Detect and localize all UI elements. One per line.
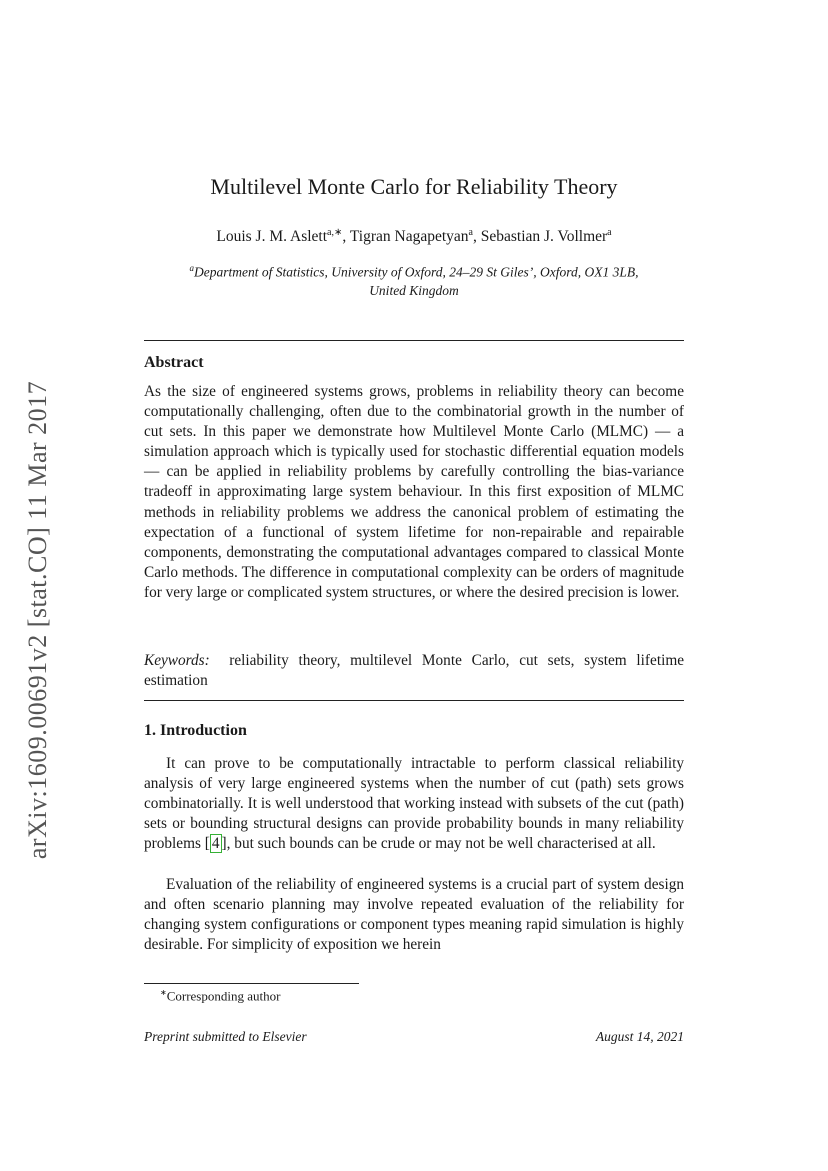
- introduction-paragraph-1: It can prove to be computationally intractable to perform classical reliability analysis of very large engineered systems when the number of cut (path) sets grows combinatorially. It is well understood that working instead with subsets of the cut (path) sets or bounding structural designs can provide probability bounds in many reliability problems [ 4 ], but such bounds can be crude or may not be well characterised at all.: [144, 755, 684, 853]
- author-affiliation-mark: a,∗: [327, 227, 343, 238]
- author-name: Louis J. M. Aslett: [216, 228, 328, 246]
- author-name: Tigran Nagapetyan: [349, 228, 469, 246]
- footnote-rule: [144, 983, 359, 984]
- affiliation-line-1: Department of Statistics, University of Oxford, 24–29 St Giles’, Oxford, OX1 3LB,: [194, 264, 639, 280]
- footnote: [160, 988, 280, 1004]
- author-list: Louis J. M. Aslett$^{a,∗}$, Tigran Nagapetyan$^a$, Sebastian J. Vollmer$^a$: [216, 227, 612, 246]
- paragraph-text: It can prove to be computationally intractable to perform classical reliability analysis of very large engineered systems when the number of cut (path) sets grows combinatorially. It is well understood that working instead with subsets of the cut (path) sets or bounding structural designs can provide probability bounds in many reliability problems: [144, 755, 684, 853]
- paper-title: Multilevel Monte Carlo for Reliability Theory: [210, 174, 618, 199]
- keywords-label: Keywords:: [144, 652, 210, 669]
- footnote-text: Corresponding author: [166, 988, 281, 1004]
- abstract-heading: Abstract: [144, 354, 204, 371]
- abstract-top-rule: [144, 340, 684, 341]
- arxiv-identifier-text: arXiv:1609.00691v2 [stat.CO] 11 Mar 2017: [23, 380, 52, 860]
- keywords: [144, 651, 684, 691]
- paragraph-text: , but such bounds can be crude or may not be well characterised at all.: [226, 835, 656, 853]
- author-affiliation-mark: a: [607, 227, 612, 238]
- abstract-bottom-rule: [144, 700, 684, 701]
- affiliation-mark: a: [189, 263, 195, 273]
- affiliation: [144, 259, 684, 300]
- author-affiliation-mark: a: [468, 227, 473, 238]
- abstract-text: As the size of engineered systems grows, problems in reliability theory can become computationally challenging, often due to the combinatorial growth in the number of cut sets. In this paper we demonstrate how Multilevel Monte Carlo (MLMC) — a simulation approach which is typically used for stochastic differential equation models — can be applied in reliability problems by carefully controlling the bias-variance tradeoff in approximating large system behaviour. In this first exposition of MLMC methods in reliability problems we address the canonical problem of estimating the expectation of a functional of system lifetime for non-repairable and repairable components, demonstrating the computational advantages compared to classical Monte Carlo methods. The difference in computational complexity can be orders of magnitude for very large or complicated system structures, or where the desired precision is lower.: [144, 383, 684, 601]
- footnote-mark: ∗: [160, 988, 167, 997]
- citation-link[interactable]: 4: [211, 835, 220, 853]
- author-name: Sebastian J. Vollmer: [480, 228, 608, 246]
- footer-date: August 14, 2021: [595, 1029, 684, 1044]
- introduction-paragraph-2: Evaluation of the reliability of engineered systems is a crucial part of system design and often scenario planning may involve repeated evaluation of the reliability for changing system configurations or component types meaning rapid simulation is highly desirable. For simplicity of exposition we herein: [144, 876, 684, 954]
- section-heading-introduction: 1. Introduction: [144, 722, 247, 739]
- keywords-text: reliability theory, multilevel Monte Carlo, cut sets, system lifetime estimation: [144, 652, 685, 690]
- arxiv-identifier-stamp: [18, 370, 58, 870]
- footer-preprint-note: Preprint submitted to Elsevier: [144, 1029, 307, 1044]
- affiliation-line-2: United Kingdom: [369, 282, 459, 298]
